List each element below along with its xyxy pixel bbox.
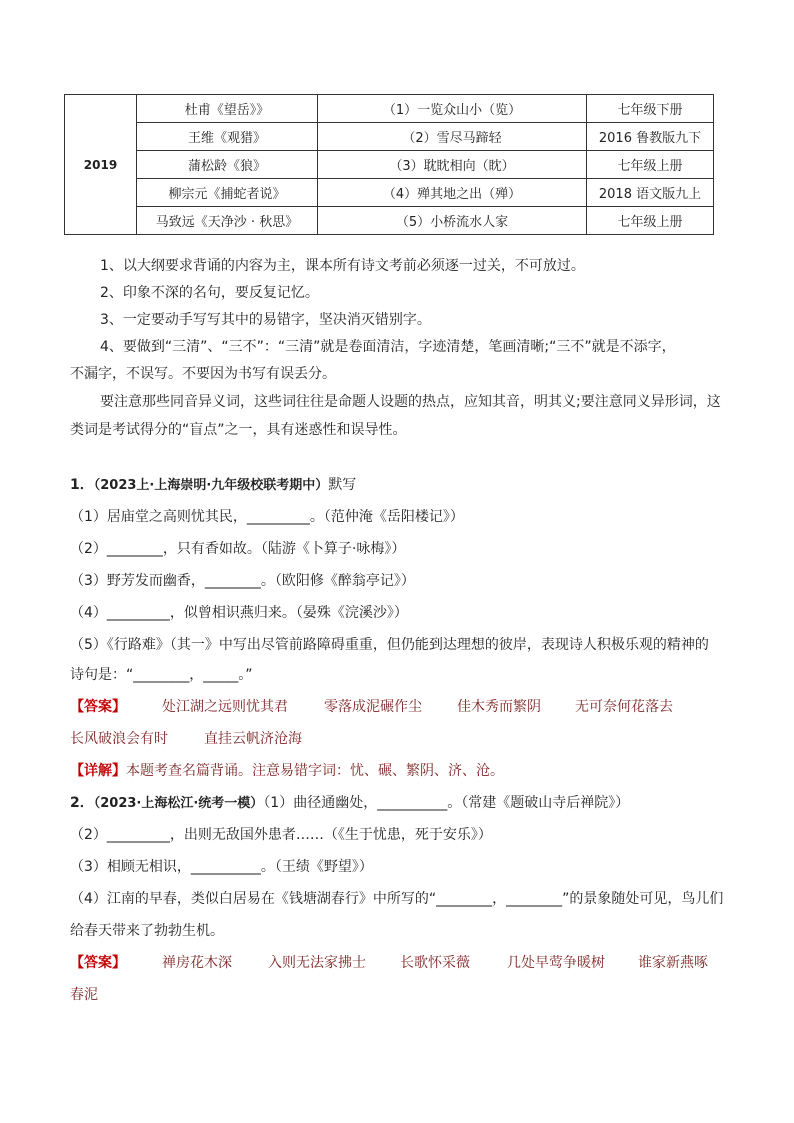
work-cell: 马致远《天净沙 · 秋思》 — [137, 207, 318, 235]
item-cell: （1）一览众山小（览） — [318, 95, 587, 123]
tip-line: 1、以大纲要求背诵的内容为主，课本所有诗文考前必须逐一过关，不可放过。 — [100, 258, 585, 274]
question-1-heading — [70, 476, 356, 495]
answer-item: 春泥 — [70, 987, 98, 1003]
answer-item: 几处早莺争暖树 — [507, 955, 605, 971]
question-line: （5）《行路难》（其一》中写出尽管前路障碍重重，但仍能到达理想的彼岸，表现诗人积极乐观的精神的 — [70, 637, 709, 653]
detail-label: 【详解】 — [70, 763, 126, 779]
answer-item: 长歌怀采薇 — [400, 955, 470, 971]
question-line: 诗句是：“________，_____。” — [70, 667, 253, 683]
work-cell: 蒲松龄《狼》 — [137, 151, 318, 179]
question-line: （3）相顾无相识，__________。（王绩《野望》） — [70, 859, 373, 875]
detail-line — [70, 762, 504, 780]
answer-item: 佳木秀而繁阴 — [457, 699, 541, 715]
item-cell: （4）殚其地之出（殚） — [318, 179, 587, 207]
answer-label-text: 【答案】 — [70, 955, 126, 971]
question-line: （1）居庙堂之高则忧其民，_________。（范仲淹《岳阳楼记》） — [70, 509, 464, 525]
table-row — [65, 95, 714, 123]
work-cell: 柳宗元《捕蛇者说》 — [137, 179, 318, 207]
answer-item: 谁家新燕啄 — [638, 955, 708, 971]
question-source: （2023·上海松江·统考一模） — [93, 796, 264, 811]
question-instruction: 默写 — [328, 477, 357, 493]
source-cell: 七年级上册 — [587, 207, 714, 235]
question-line: （2）________，只有香如故。（陆游《卜算子·咏梅》） — [70, 541, 406, 557]
table-row — [65, 151, 714, 179]
item-cell: （5）小桥流水人家 — [318, 207, 587, 235]
detail-text: 本题考查名篇背诵。注意易错字词：忧、碾、繁阴、济、沧。 — [126, 763, 504, 779]
answer-label — [70, 698, 126, 716]
answer-item: 无可奈何花落去 — [575, 699, 673, 715]
source-cell: 七年级下册 — [587, 95, 714, 123]
tip-line: 类词是考试得分的“盲点”之一，具有迷惑性和误导性。 — [70, 422, 407, 438]
question-line: （3）野芳发而幽香，________。（欧阳修《醉翁亭记》） — [70, 573, 415, 589]
table-row — [65, 207, 714, 235]
answer-label — [70, 954, 126, 972]
source-cell: 七年级上册 — [587, 151, 714, 179]
question-number: 1． — [70, 477, 94, 493]
year-cell: 2019 — [65, 95, 137, 235]
answer-item: 直挂云帆济沧海 — [204, 731, 302, 747]
question-line: （2）_________，出则无敌国外患者……（《生于忧患，死于安乐》） — [70, 827, 492, 843]
answer-item: 处江湖之远则忧其君 — [162, 699, 288, 715]
answer-item: 禅房花木深 — [162, 955, 232, 971]
tip-line: 3、一定要动手写写其中的易错字，坚决消灭错别字。 — [100, 312, 431, 328]
answer-item: 零落成泥碾作尘 — [324, 699, 422, 715]
tip-line: 不漏字，不误写。不要因为书写有误丢分。 — [70, 366, 336, 382]
answer-item: 长风破浪会有时 — [70, 731, 168, 747]
source-cell: 2016 鲁教版九下 — [587, 123, 714, 151]
answer-item: 入则无法家拂士 — [268, 955, 366, 971]
answer-label-text: 【答案】 — [70, 699, 126, 715]
question-number: 2． — [70, 795, 94, 811]
item-cell: （2）雪尽马蹄轻 — [318, 123, 587, 151]
question-line: （4）江南的早春，类似白居易在《钱塘湖春行》中所写的“________，________”的景象随处可见，鸟儿们 — [70, 891, 724, 907]
question-2-heading — [70, 794, 629, 813]
tip-line: 2、印象不深的名句，要反复记忆。 — [100, 285, 319, 301]
tip-line: 4、要做到“三清”、“三不”：“三清”就是卷面清洁，字迹清楚，笔画清晰;“三不”就是不添字， — [100, 339, 676, 355]
item-cell: （3）耽眈相向（眈） — [318, 151, 587, 179]
question-line: 给春天带来了勃勃生机。 — [70, 923, 224, 939]
table-row — [65, 123, 714, 151]
question-line: （4）_________，似曾相识燕归来。（晏殊《浣溪沙》） — [70, 605, 408, 621]
question-source: （2023上·上海崇明·九年级校联考期中） — [93, 478, 329, 493]
question-line-first: （1）曲径通幽处，__________。（常建《题破山寺后禅院》） — [263, 795, 630, 811]
source-cell: 2018 语文版九上 — [587, 179, 714, 207]
work-cell: 王维《观猎》 — [137, 123, 318, 151]
reference-table — [64, 94, 714, 235]
table-row — [65, 179, 714, 207]
tip-line: 要注意那些同音异义词，这些词往往是命题人设题的热点，应知其音，明其义;要注意同义异形词，这 — [100, 394, 721, 410]
work-cell: 杜甫《望岳》》 — [137, 95, 318, 123]
